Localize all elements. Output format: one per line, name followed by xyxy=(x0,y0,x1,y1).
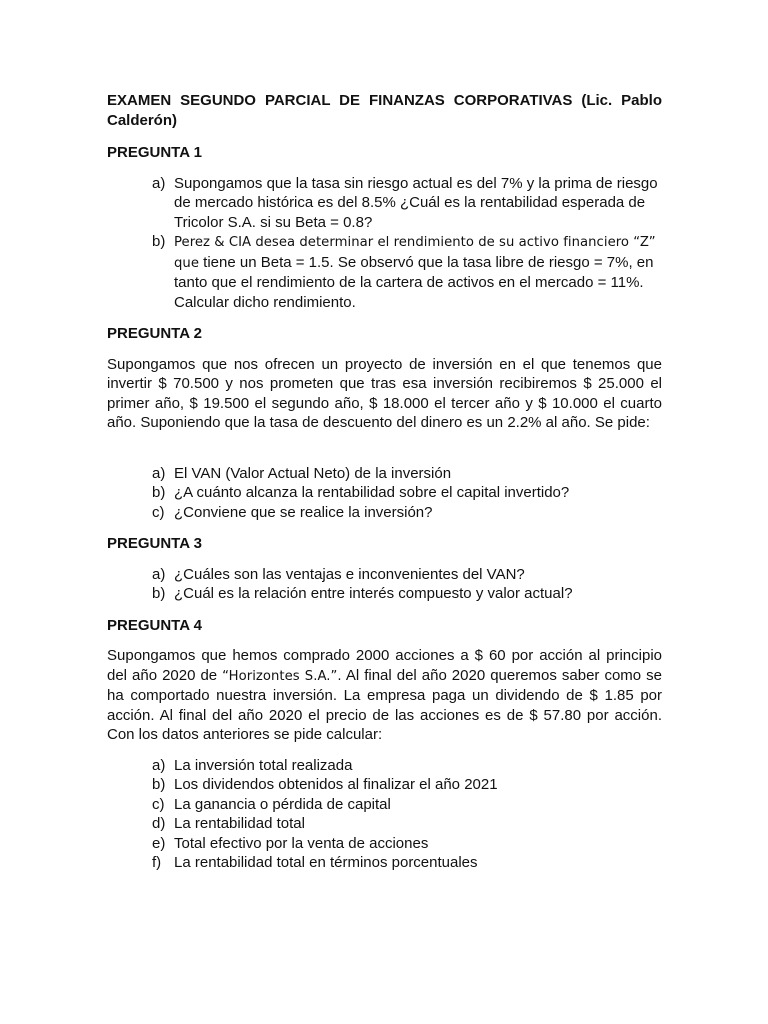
list-item xyxy=(107,464,662,484)
question-2-heading: PREGUNTA 2 xyxy=(107,325,203,342)
question-4-intro-part-2: Al final del año 2020 queremos saber como se ha comportado nuestra inversión. La empresa paga un dividendo de $ 1.85 por acción. Al final del año 2020 el precio de las acciones es de $ 57.80 por acción. Con los datos anteriores se pide calcular: xyxy=(107,666,662,743)
list-marker: b) xyxy=(152,484,166,501)
list-marker: b) xyxy=(152,776,166,793)
list-item xyxy=(107,232,662,312)
list-marker: c) xyxy=(152,795,165,813)
list-item xyxy=(107,814,662,834)
list-marker: a) xyxy=(152,756,166,774)
question-3-list xyxy=(107,565,662,604)
question-3-heading: PREGUNTA 3 xyxy=(107,535,203,552)
question-4-intro-part-1: Supongamos que hemos comprado 2000 acciones a $ 60 por acción al principio del año 2020 de xyxy=(107,647,662,684)
list-marker: c) xyxy=(152,503,165,521)
question-2-list xyxy=(107,464,662,523)
list-item xyxy=(107,584,662,604)
question-1b-text-rest: tiene un Beta = 1.5. Se observó que la tasa libre de riesgo = 7%, en tanto que el rendimiento de la cartera de activos en el mercado = 11%. Calcular dicho rendimiento. xyxy=(174,253,654,311)
list-marker: f) xyxy=(152,854,162,871)
list-item xyxy=(107,565,662,585)
list-marker: a) xyxy=(152,464,166,482)
question-1-heading: PREGUNTA 1 xyxy=(107,144,203,161)
company-name: “Horizontes S.A.”. xyxy=(222,668,342,684)
list-item xyxy=(107,756,662,776)
question-1b-text xyxy=(174,232,662,312)
list-item-text: La rentabilidad total xyxy=(174,815,305,832)
list-item-text: ¿Conviene que se realice la inversión? xyxy=(174,503,433,521)
document-body xyxy=(107,91,662,885)
list-item-text: ¿Cuáles son las ventajas e inconvenientes del VAN? xyxy=(174,565,525,583)
list-item xyxy=(107,483,662,503)
list-item-text: ¿A cuánto alcanza la rentabilidad sobre el capital invertido? xyxy=(174,484,570,501)
question-4-heading: PREGUNTA 4 xyxy=(107,616,203,634)
list-item-text: El VAN (Valor Actual Neto) de la inversión xyxy=(174,464,452,482)
question-1b-text-start: Perez & CIA desea determinar el rendimiento de su activo financiero “Z” que xyxy=(174,235,656,271)
question-4-intro xyxy=(107,646,662,745)
exam-title: EXAMEN SEGUNDO PARCIAL DE FINANZAS CORPORATIVAS (Lic. Pablo Calderón) xyxy=(107,92,662,129)
list-item-text: Total efectivo por la venta de acciones xyxy=(174,834,429,852)
list-marker: a) xyxy=(152,174,166,192)
list-item-text: La inversión total realizada xyxy=(174,756,353,774)
list-item-text: La rentabilidad total en términos porcentuales xyxy=(174,854,478,871)
spacer xyxy=(107,445,662,464)
list-item xyxy=(107,503,662,523)
list-item-text: Los dividendos obtenidos al finalizar el año 2021 xyxy=(174,776,498,793)
list-marker: b) xyxy=(152,233,166,250)
list-item-text: ¿Cuál es la relación entre interés compuesto y valor actual? xyxy=(174,585,573,602)
question-1a-text: Supongamos que la tasa sin riesgo actual es del 7% y la prima de riesgo de mercado histórica es del 8.5% ¿Cuál es la rentabilidad esperada de Tricolor S.A. si su Beta = 0.8? xyxy=(174,174,658,231)
list-marker: b) xyxy=(152,585,166,602)
list-item xyxy=(107,775,662,795)
list-marker: d) xyxy=(152,815,166,832)
list-item xyxy=(107,795,662,815)
list-item xyxy=(107,853,662,873)
list-item xyxy=(107,834,662,854)
list-marker: a) xyxy=(152,565,166,583)
list-item xyxy=(107,174,662,233)
question-4-list xyxy=(107,756,662,873)
list-marker: e) xyxy=(152,834,166,852)
list-item-text: La ganancia o pérdida de capital xyxy=(174,795,391,813)
question-1-list xyxy=(107,174,662,313)
question-2-intro: Supongamos que nos ofrecen un proyecto de inversión en el que tenemos que invertir $ 70.500 y nos prometen que tras esa inversión recibiremos $ 25.000 el primer año, $ 19.500 el segundo año, $ 18.000 el tercer año y $ 10.000 el cuarto año. Suponiendo que la tasa de descuento del dinero es un 2.2% al año. Se pide: xyxy=(107,355,662,431)
